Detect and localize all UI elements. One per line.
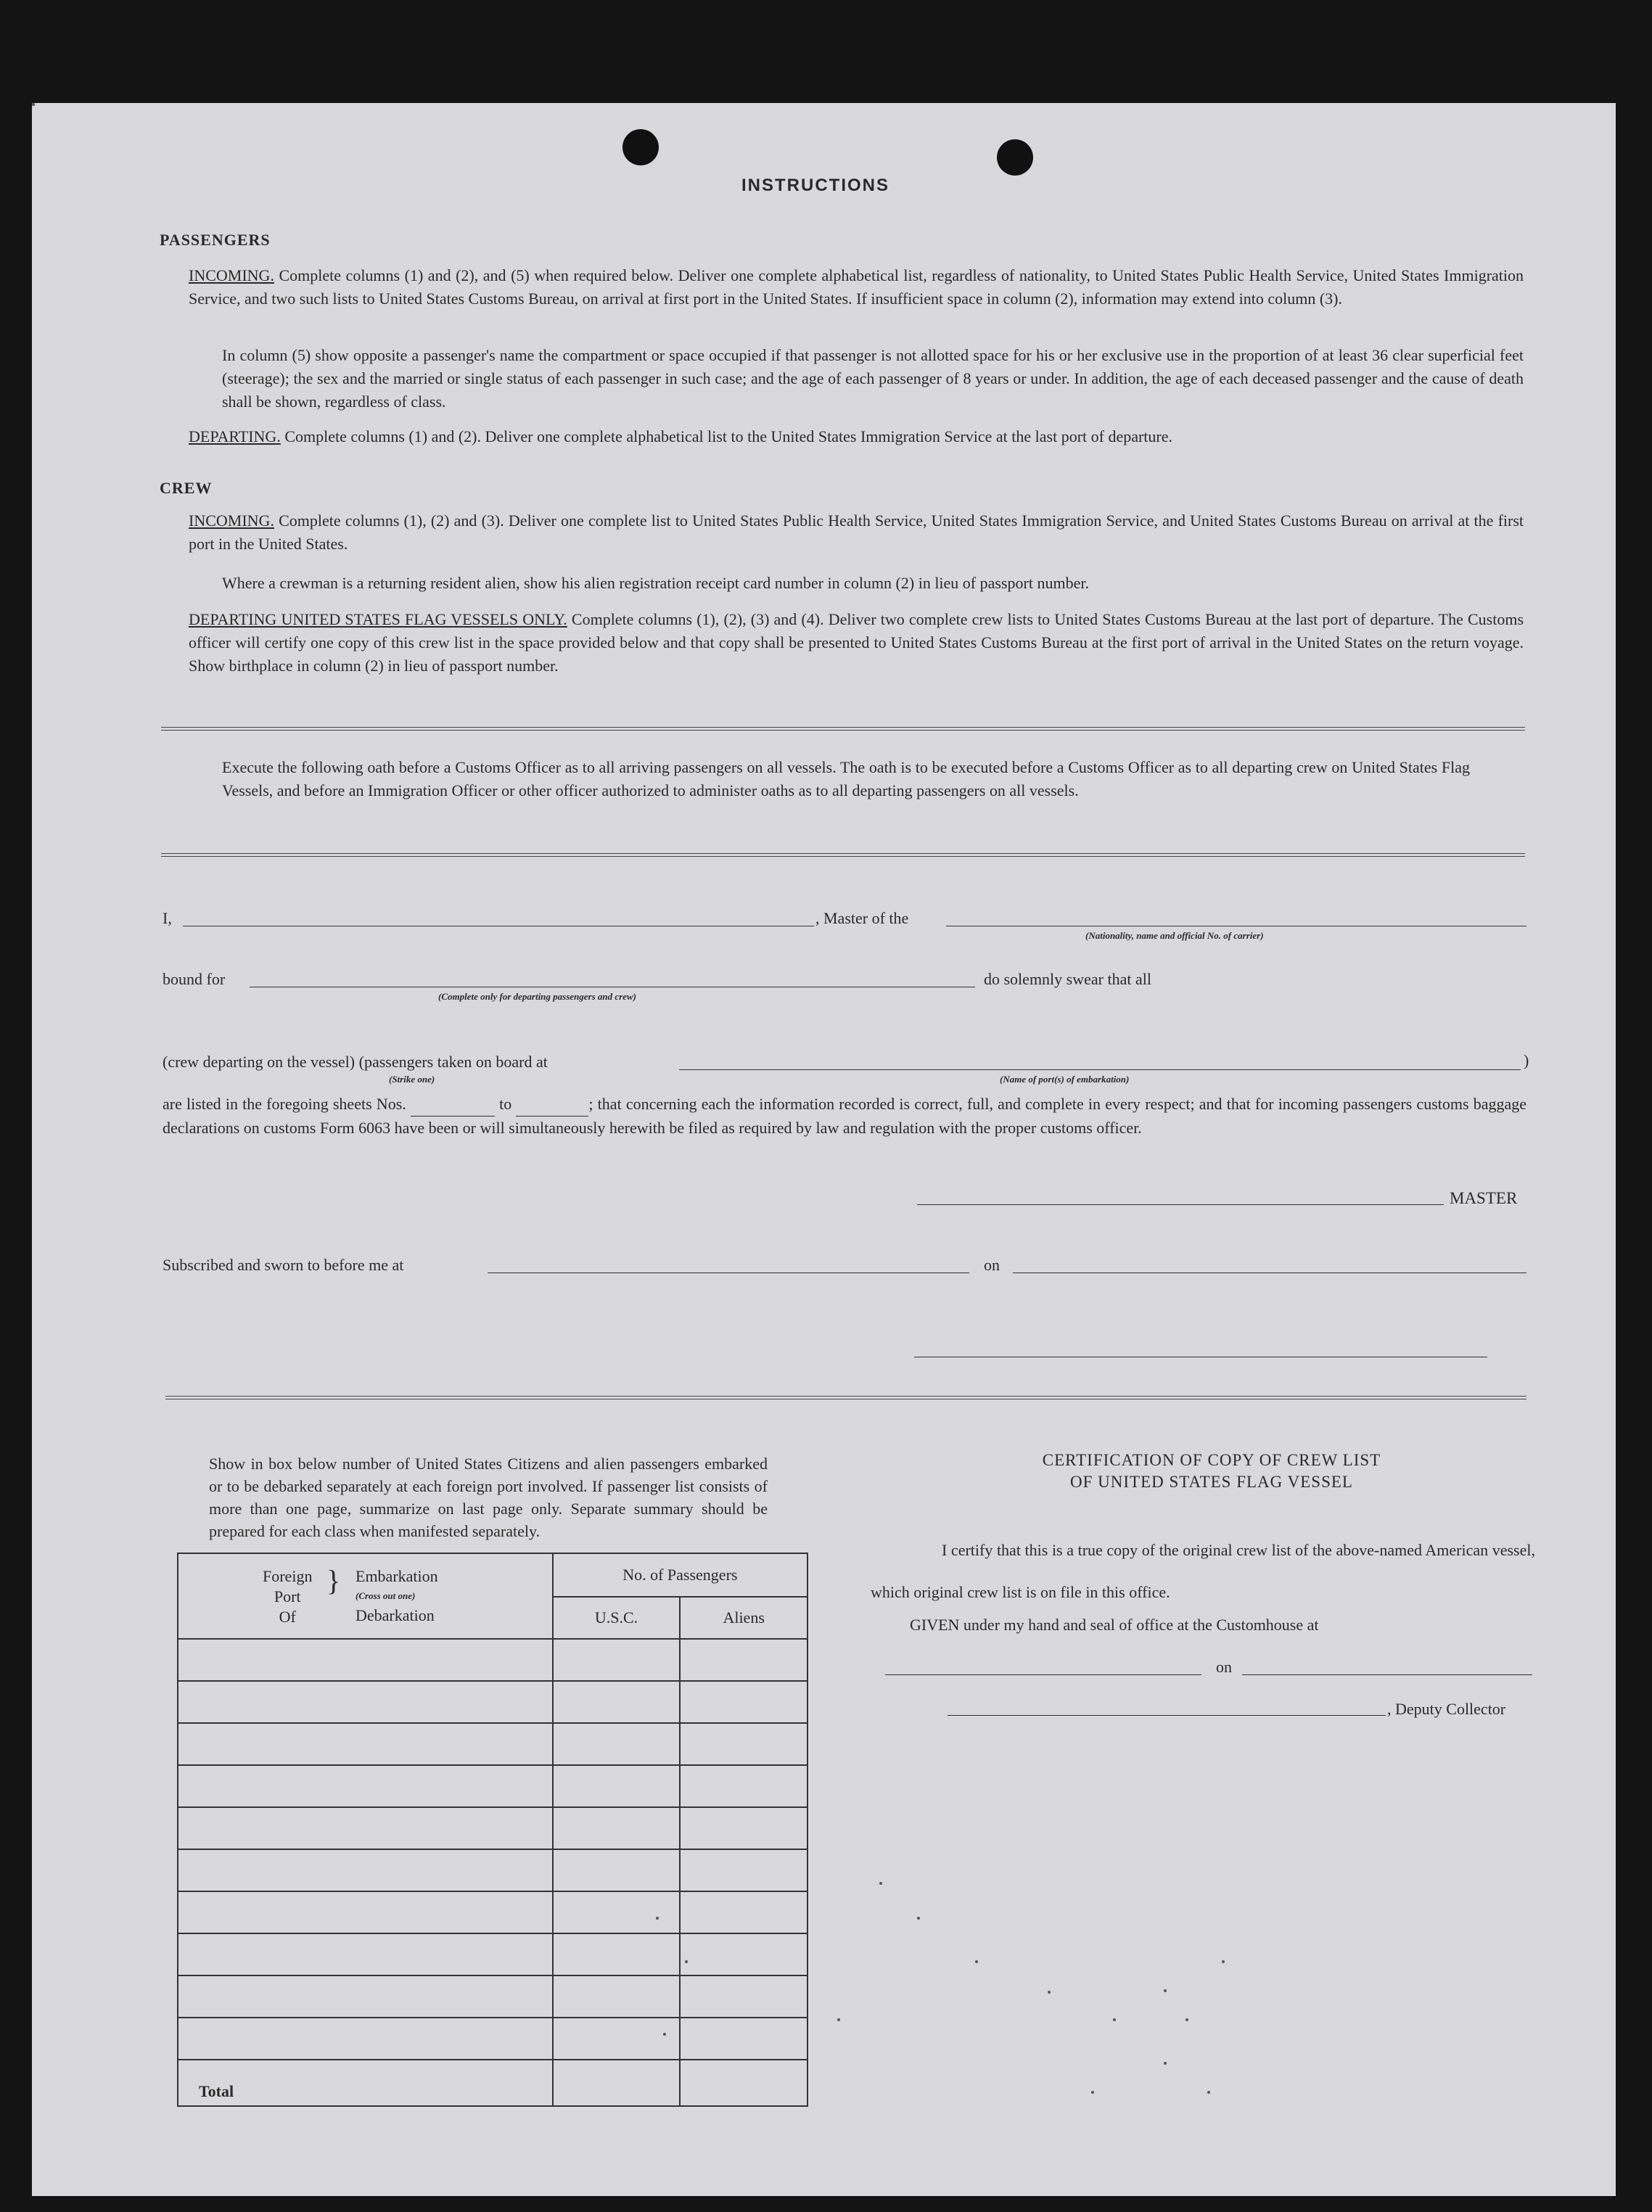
passengers-incoming-text: Complete columns (1) and (2), and (5) when required below. Deliver one complete alphabetical list, regardless of nationality, to United States Public Health Service, United States Immigration Service, and two such lists to United States Customs Bureau, on arrival at first port in the United States. If insufficient space in column (2), information may extend into column (3).: [189, 266, 1524, 308]
punch-hole: [997, 139, 1033, 176]
oath-master-of: , Master of the: [815, 909, 909, 927]
seal-mark: [1207, 2091, 1210, 2094]
seal-mark: [975, 1960, 978, 1963]
carrier-note: (Nationality, name and official No. of carrier): [1085, 930, 1264, 941]
passengers-incoming-label: INCOMING.: [189, 266, 274, 284]
section-divider: [165, 1396, 1526, 1399]
sworn-date-field[interactable]: [1013, 1272, 1526, 1273]
aliens-cell[interactable]: [680, 1639, 807, 1681]
usc-cell[interactable]: [553, 1891, 681, 1933]
aliens-cell[interactable]: [680, 1807, 807, 1849]
seal-mark: [656, 1917, 659, 1920]
embarkation-label: Embarkation: [356, 1567, 438, 1585]
embark-debark: [356, 1566, 438, 1626]
seal-mark: [879, 1882, 882, 1885]
page-title: INSTRUCTIONS: [741, 176, 889, 195]
oath-intro-text: Execute the following oath before a Customs Officer as to all arriving passengers on all vessels. The oath is to be executed before a Customs Officer as to all departing crew on United States Flag Vessels, and before an Immigration Officer or other officer authorized to administer oaths as to all departing passengers on all vessels.: [222, 758, 1470, 799]
port-label: Port: [274, 1587, 301, 1605]
seal-mark: [32, 103, 35, 106]
usc-cell[interactable]: [553, 1807, 681, 1849]
seal-mark: [1164, 1989, 1167, 1992]
embarkation-port-field[interactable]: [679, 1069, 1521, 1070]
crew-departing-text: Complete columns (1), (2), (3) and (4). Deliver two complete crew lists to United States Customs Bureau at the last port of departure. The Customs officer will certify one copy of this crew list in the space provided below and that copy shall be presented to United States Customs Bureau at the first port of arrival in the United States on the return voyage. Show birthplace in column (2) in lieu of passport number.: [189, 610, 1524, 675]
subscribed-text: Subscribed and sworn to before me at: [163, 1256, 404, 1274]
seal-mark: [1091, 2091, 1094, 2094]
seal-mark: [837, 2018, 840, 2021]
passengers-departing-paragraph: [189, 425, 1524, 448]
port-cell[interactable]: [178, 1807, 553, 1849]
sworn-on-label: on: [984, 1256, 1000, 1274]
crew-heading: CREW: [160, 479, 213, 497]
passengers-departing-text: Complete columns (1) and (2). Deliver one complete alphabetical list to the United States Immigration Service at the last port of departure.: [284, 427, 1173, 445]
aliens-cell[interactable]: [680, 1849, 807, 1891]
certification-title-line1: CERTIFICATION OF COPY OF CREW LIST: [1042, 1451, 1381, 1469]
port-cell[interactable]: [178, 1765, 553, 1807]
port-cell[interactable]: [178, 1891, 553, 1933]
aliens-total-cell[interactable]: [680, 2060, 807, 2106]
aliens-cell[interactable]: [680, 2018, 807, 2060]
seal-mark: [1164, 2062, 1167, 2065]
port-cell[interactable]: [178, 1849, 553, 1891]
cert-date-field[interactable]: [1242, 1674, 1532, 1675]
crew-incoming-paragraph: [189, 509, 1524, 556]
punch-hole: [622, 129, 659, 165]
oath-listed-paragraph: [163, 1093, 1526, 1140]
sheet-from-field[interactable]: [411, 1093, 495, 1117]
crew-incoming-label: INCOMING.: [189, 511, 274, 530]
aliens-header: Aliens: [680, 1597, 807, 1639]
aliens-cell[interactable]: [680, 1723, 807, 1765]
usc-cell[interactable]: [553, 1975, 681, 2018]
total-label: Total: [178, 2060, 553, 2106]
passengers-column5-text: In column (5) show opposite a passenger's name the compartment or space occupied if that passenger is not allotted space for his or her exclusive use in the proportion of at least 36 clear superficial feet (steerage); the sex and the married or single status of each passenger in such case; and the age of each passenger of 8 years or under. In addition, the age of each deceased passenger and the cause of death shall be shown, regardless of class.: [222, 346, 1524, 411]
port-cell[interactable]: [178, 1933, 553, 1975]
port-cell[interactable]: [178, 1723, 553, 1765]
summary-instructions: Show in box below number of United States Citizens and alien passengers embarked or to be debarked separately at each foreign port involved. If passenger list consists of more than one page, summarize on last page only. Separate summary should be prepared for each class when manifested separately.: [209, 1455, 768, 1540]
foreign-label: Foreign: [263, 1567, 313, 1585]
deputy-collector-label: , Deputy Collector: [1387, 1700, 1506, 1718]
oath-swear-text: do solemnly swear that all: [984, 970, 1151, 988]
embarkation-port-note: (Name of port(s) of embarkation): [1000, 1074, 1130, 1085]
oath-bound-for: bound for: [163, 970, 226, 988]
usc-cell[interactable]: [553, 1933, 681, 1975]
port-cell[interactable]: [178, 1681, 553, 1723]
oath-i-label: I,: [163, 909, 172, 927]
passengers-incoming-paragraph: [189, 264, 1524, 311]
seal-mark: [663, 2033, 666, 2036]
master-signature-field[interactable]: [917, 1204, 1444, 1205]
sheet-to-field[interactable]: [516, 1093, 588, 1117]
oath-crew-departing: (crew departing on the vessel) (passengers taken on board at: [163, 1053, 548, 1071]
section-divider: [161, 853, 1525, 857]
cross-out-note: (Cross out one): [356, 1590, 416, 1601]
usc-cell[interactable]: [553, 1765, 681, 1807]
usc-cell[interactable]: [553, 1723, 681, 1765]
crew-departing-label: DEPARTING UNITED STATES FLAG VESSELS ONLY.: [189, 610, 567, 628]
port-cell[interactable]: [178, 1975, 553, 2018]
aliens-cell[interactable]: [680, 1933, 807, 1975]
usc-total-cell[interactable]: [553, 2060, 681, 2106]
usc-cell[interactable]: [553, 1639, 681, 1681]
port-cell[interactable]: [178, 1639, 553, 1681]
brace-symbol: }: [326, 1564, 341, 1597]
oath-listed-rest: ; that concerning each the information recorded is correct, full, and complete in every respect; and that for incoming passengers customs baggage declarations on customs Form 6063 have been or will simultaneously herewith be filed as required by law and regulation with the proper customs officer.: [163, 1095, 1527, 1137]
certification-title-line2: OF UNITED STATES FLAG VESSEL: [1070, 1473, 1353, 1491]
certification-title: [892, 1450, 1531, 1493]
strike-one-note: (Strike one): [389, 1074, 435, 1085]
passengers-departing-label: DEPARTING.: [189, 427, 281, 445]
usc-header: U.S.C.: [553, 1597, 681, 1639]
of-label: Of: [279, 1608, 296, 1626]
seal-mark: [1048, 1991, 1051, 1994]
bound-for-note: (Complete only for departing passengers and crew): [438, 991, 636, 1002]
passengers-heading: PASSENGERS: [160, 231, 271, 249]
certify-text: I certify that this is a true copy of the original crew list of the above-named American vessel, which original crew list is on file in this office.: [871, 1541, 1535, 1601]
seal-mark: [1113, 2018, 1116, 2021]
oath-listed-text: are listed in the foregoing sheets Nos.: [163, 1095, 406, 1113]
port-cell[interactable]: [178, 2018, 553, 2060]
given-text: GIVEN under my hand and seal of office at the Customhouse at: [910, 1616, 1319, 1634]
customhouse-field[interactable]: [885, 1674, 1201, 1675]
section-divider: [161, 727, 1525, 731]
crew-incoming-text: Complete columns (1), (2) and (3). Deliver one complete list to United States Public Health Service, United States Immigration Service, and United States Customs Bureau on arrival at the first port in the United States.: [189, 511, 1524, 553]
usc-cell[interactable]: [553, 1681, 681, 1723]
crew-departing-paragraph: [189, 608, 1524, 678]
aliens-cell[interactable]: [680, 1975, 807, 2018]
seal-mark: [917, 1917, 920, 1920]
usc-cell[interactable]: [553, 1849, 681, 1891]
seal-mark: [1185, 2018, 1188, 2021]
aliens-cell[interactable]: [680, 1681, 807, 1723]
form-page: [32, 103, 1616, 2196]
foreign-port-of: [263, 1566, 312, 1627]
master-label: MASTER: [1450, 1189, 1518, 1207]
passenger-summary-table: [177, 1553, 808, 2107]
close-paren: ): [1524, 1051, 1529, 1069]
port-header-cell: [178, 1553, 553, 1639]
seal-mark: [1222, 1960, 1225, 1963]
sworn-place-field[interactable]: [488, 1272, 969, 1273]
no-of-passengers-header: No. of Passengers: [553, 1553, 807, 1597]
seal-mark: [685, 1960, 688, 1963]
oath-to: to: [499, 1095, 512, 1113]
usc-cell[interactable]: [553, 2018, 681, 2060]
crew-alien-text: Where a crewman is a returning resident alien, show his alien registration receipt card number in column (2) in lieu of passport number.: [222, 574, 1089, 592]
deputy-signature-field[interactable]: [948, 1715, 1386, 1716]
debarkation-label: Debarkation: [356, 1606, 435, 1624]
cert-on-label: on: [1216, 1658, 1232, 1676]
aliens-cell[interactable]: [680, 1891, 807, 1933]
aliens-cell[interactable]: [680, 1765, 807, 1807]
